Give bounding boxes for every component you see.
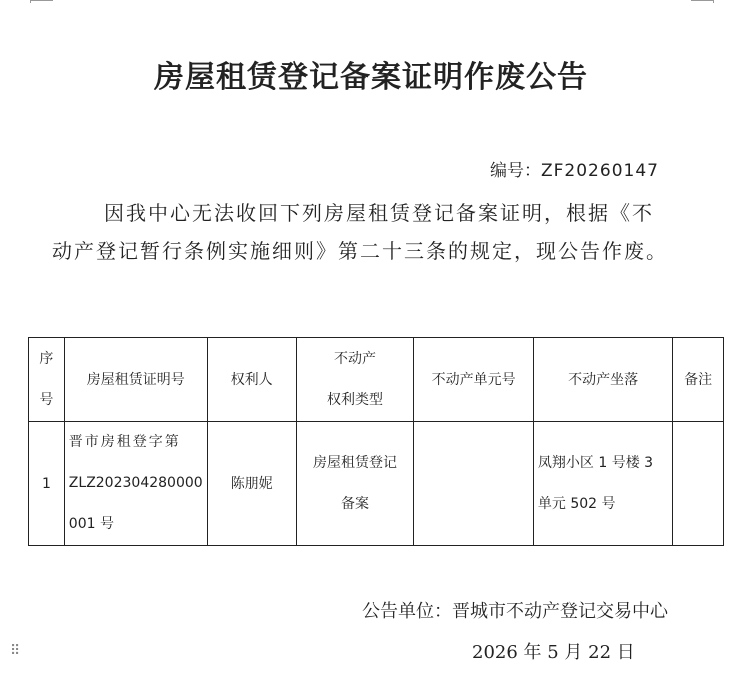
cell-holder: 陈朋妮	[207, 422, 296, 546]
cell-cert-no-line2: ZLZ202304280000	[68, 475, 203, 491]
header-right-type-line2: 权利类型	[327, 391, 383, 408]
table-header-row	[29, 338, 724, 422]
cell-right-type	[296, 422, 414, 546]
header-unit-no: 不动产单元号	[414, 338, 534, 422]
header-remark: 备注	[673, 338, 724, 422]
issue-date: 2026 年 5 月 22 日	[472, 642, 635, 663]
drag-handle-icon[interactable]: ⠿	[10, 643, 19, 659]
cell-unit-no	[414, 422, 534, 546]
cell-location-line2: 单元 502 号	[537, 495, 616, 512]
certificate-table	[28, 337, 724, 546]
header-location: 不动产坐落	[533, 338, 672, 422]
cell-right-type-line2: 备案	[341, 495, 369, 512]
body-line-1: 因我中心无法收回下列房屋租赁登记备案证明，根据《不	[104, 201, 654, 225]
cell-seq: 1	[29, 422, 65, 546]
document-number	[490, 156, 659, 181]
header-right-type-line1: 不动产	[334, 350, 376, 367]
announcement-body	[52, 194, 692, 270]
cell-right-type-line1: 房屋租赁登记	[313, 454, 397, 471]
cell-cert-no-line3: 001 号	[68, 516, 114, 532]
table-row	[29, 422, 724, 546]
header-seq-line1: 序	[39, 350, 54, 367]
header-cert-no: 房屋租赁证明号	[64, 338, 207, 422]
margin-corner-mark-left	[30, 0, 53, 3]
margin-corner-mark-right	[691, 0, 714, 3]
document-number-label: 编号：	[490, 161, 541, 181]
document-title: 房屋租赁登记备案证明作废公告	[154, 60, 588, 95]
document-number-value: ZF20260147	[541, 161, 659, 181]
cell-cert-no	[64, 422, 207, 546]
header-right-type	[296, 338, 414, 422]
header-holder: 权利人	[207, 338, 296, 422]
cell-remark	[673, 422, 724, 546]
header-seq-line2: 号	[39, 391, 54, 408]
issuing-unit: 公告单位：晋城市不动产登记交易中心	[362, 601, 668, 622]
header-seq	[29, 338, 65, 422]
body-line-2: 动产登记暂行条例实施细则》第二十三条的规定，现公告作废。	[52, 239, 668, 263]
cell-cert-no-line1: 晋市房租登字第	[68, 434, 181, 450]
cell-location-line1: 凤翔小区 1 号楼 3	[537, 454, 654, 471]
cell-location	[533, 422, 672, 546]
